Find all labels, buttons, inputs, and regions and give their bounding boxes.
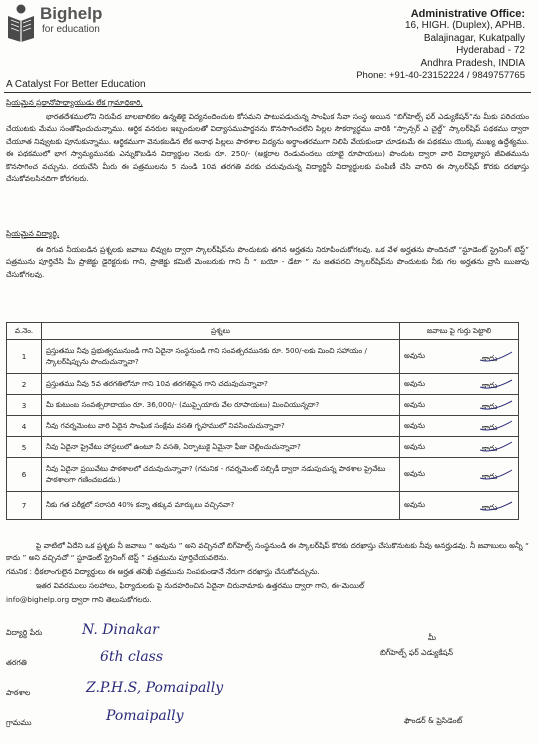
answer-no: కాదు xyxy=(482,402,498,411)
no-checkmark-icon[interactable] xyxy=(478,398,514,412)
bighelp-logo-icon xyxy=(6,4,36,42)
table-header-row xyxy=(7,323,519,340)
question-text: నీవు ఏదైనా ప్రైవేటు హాస్టలులో ఉంటూ నీ వసతి, ఏర్పాటుకై ఏమైనా ఫీజు చెల్లించుచున్నావా? xyxy=(42,437,400,458)
question-text: నీవు గవర్నమెంటు వారి ఏదైన సాంఘిక సంక్షేమ వసతి గృహములో నివసించుచున్నావా? xyxy=(42,416,400,437)
school-field-label: పాఠశాల xyxy=(6,688,31,697)
answer-yes[interactable]: అవును xyxy=(404,441,426,451)
village-field-value[interactable]: Pomaipally xyxy=(106,708,184,724)
answer-yes[interactable]: అవును xyxy=(404,399,426,409)
table-row xyxy=(7,374,519,395)
eligibility-table xyxy=(6,322,519,520)
brand-subtitle: for education xyxy=(42,24,100,35)
office-line: Hyderabad - 72 xyxy=(456,45,525,57)
class-field-label: తరగతి xyxy=(6,658,27,667)
disabled-note: గమనిక : ధీకలాంగులైన విద్యార్థులు ఈ అర్హత తనిఖీ పత్రమును నింపకుండానే నేరుగా దరఖాస్తు చేసుకోవచ్చును. xyxy=(6,567,320,576)
column-header-no: వ.నెం. xyxy=(7,323,42,340)
row-number: 7 xyxy=(7,492,42,520)
eligibility-note-paragraph: పై వాటిలో ఏదేని ఒక ప్రశ్నకు నీ జవాబు “ అవును ” అని వచ్చినచో బిగ్‌హెల్ప్ సంస్థనుండి ఈ స్కాలర్‌షిప్ కొరకు దరఖాస్తు చేసుకొనుటకు నీవు అనర్హుడవు. నీ జవాబులు అన్నీ “ కాదు ” అని వచ్చినచో “ స్టూడెంట్ స్ట్రెనింగ్ టెస్ట్ ” పత్రమును పూర్తిచేయవలెను. xyxy=(6,541,529,563)
table-row xyxy=(7,458,519,492)
signature-organization: బిగ్‌హెల్ప్ ఫర్ ఎడ్యుకేషన్ xyxy=(380,648,453,657)
answer-no: కాదు xyxy=(482,381,498,390)
row-number: 4 xyxy=(7,416,42,437)
village-field-label: గ్రామము xyxy=(6,718,32,727)
no-checkmark-icon[interactable] xyxy=(478,440,514,454)
no-checkmark-icon[interactable] xyxy=(478,499,514,513)
office-line: Andhra Pradesh, INDIA xyxy=(420,57,525,69)
brand-name: Bighelp xyxy=(40,4,103,23)
office-line: 16, HIGH. (Duplex), APHB. xyxy=(404,20,525,32)
office-address xyxy=(356,8,525,82)
answer-yes[interactable]: అవును xyxy=(404,420,426,430)
question-text: మీ కుటుంబ సంవత్సరాదాయం రూ. 36,000/- (ముప్పైయారు వేల రూపాయలు) మించియున్నదా? xyxy=(42,395,400,416)
question-text: నీవు ఏదైనా ప్రయివేటు పాఠశాలలో చదువుచున్నావా? (గమనిక - గవర్నమెంట్ సబ్సిడీ ద్వారా నడుపుచున్న పాఠశాల ప్రైవేటు పాఠశాలగా గణించబడదు.) xyxy=(42,458,400,492)
column-header-answer: జవాబు పై గుర్తు పెట్టాలి xyxy=(400,323,519,340)
answer-cell[interactable] xyxy=(400,395,519,416)
table-row xyxy=(7,492,519,520)
answer-cell[interactable] xyxy=(400,416,519,437)
no-checkmark-icon[interactable] xyxy=(478,377,514,391)
answer-yes[interactable]: అవును xyxy=(404,469,426,478)
answer-no: కాదు xyxy=(482,502,498,512)
school-field-value[interactable]: Z.P.H.S, Pomaipally xyxy=(86,680,224,696)
office-title: Administrative Office: xyxy=(410,8,525,20)
answer-cell[interactable] xyxy=(400,437,519,458)
student-salutation: ప్రియమైన విద్యార్థి, xyxy=(6,229,60,238)
name-field-value[interactable]: N. Dinakar xyxy=(82,622,159,638)
row-number: 2 xyxy=(7,374,42,395)
answer-cell[interactable] xyxy=(400,340,519,374)
answer-no: కాదు xyxy=(482,471,498,481)
answer-no: కాదు xyxy=(482,444,498,453)
question-text: నీకు గత పరీక్షలో సరాసరి 40% కన్నా తక్కువ మార్కులు వచ్చినవా? xyxy=(42,492,400,520)
office-line: Balajinagar, Kukatpally xyxy=(423,32,525,44)
answer-yes[interactable]: అవును xyxy=(404,378,426,388)
no-checkmark-icon[interactable] xyxy=(478,468,514,482)
table-row xyxy=(7,416,519,437)
contact-paragraph: ఇతర వివరములు సలహాలు, ఫిర్యాదులకు పై నుదహరించిన ఏదైనా చిరునామాకు ఉత్తరము ద్వారా గాని, ఈ-మెయిల్ xyxy=(36,581,365,590)
row-number: 6 xyxy=(7,458,42,492)
tagline: A Catalyst For Better Education xyxy=(6,79,146,90)
signature-title: ఫౌండర్ & ప్రెసిడెంట్ xyxy=(404,716,463,725)
table-row xyxy=(7,340,519,374)
answer-yes[interactable]: అవును xyxy=(404,351,426,360)
salutation: ప్రియమైన ప్రధానోపాధ్యాయుడు లేక గ్రామాధికారి, xyxy=(6,98,143,107)
office-phone: Phone: +91-40-23152224 / 9849757765 xyxy=(356,70,525,82)
table-row xyxy=(7,395,519,416)
email-line: info@bighelp.org ద్వారా గాని తెలుసుకోగలరు. xyxy=(6,595,152,604)
answer-cell[interactable] xyxy=(400,374,519,395)
answer-no: కాదు xyxy=(482,353,498,363)
class-field-value[interactable]: 6th class xyxy=(100,649,164,665)
column-header-question: ప్రశ్నలు xyxy=(42,323,400,340)
table-row xyxy=(7,437,519,458)
answer-cell[interactable] xyxy=(400,458,519,492)
header-divider xyxy=(4,92,531,93)
question-text: ప్రస్తుతము నీవు ప్రభుత్వమునుండి గాని ఏదైనా సంస్థనుండి గాని సంవత్సరమునకు రూ. 500/-లకు మించి సహాయం / స్కాలర్‌షిప్పును పొందుచున్నావా? xyxy=(42,340,400,374)
name-field-label: విద్యార్థి పేరు xyxy=(6,628,43,637)
row-number: 5 xyxy=(7,437,42,458)
answer-no: కాదు xyxy=(482,423,498,432)
answer-cell[interactable] xyxy=(400,492,519,520)
intro-paragraph: భారతదేశములోని నిరుపేద బాలబాలికల ఉన్నతికై విద్యనందించుట కోసమని పాటుపడుచున్న సాంఘిక సేవా సంస్థ అయిన “బిగ్‌హెల్ప్ ఫర్ ఎడ్యుకేషన్”ను మీకు పరిచయం చేయుటకు మేము సంతోషించుచున్నాము. ఆర్థిక వనరుల ఇబ్బందులతో విద్యాసముపార్జనను కొనసాగించలేని పిల్లల సౌకర్యార్థము వారికి “స్పాన్సర్ ఎ చైల్డ్” స్కాలర్‌షిప్ పథకము ద్వారా చేయూత నివ్వుటకు పూనుకున్నాము. ఆర్థికముగా వెనుకబడిన లేక అనాథ పిల్లలు పాఠశాల విద్యను అర్థాంతరముగా నిలిపి వేయకుండా చూడటమే ఈ పథకము యొక్క ముఖ్య ఉద్దేశ్యము. ఈ పథకములో భాగ స్వామ్యమునకు ఎన్నుకొబడిన విద్యార్థుల నెలకు రూ. 250/- (అక్షరాల రెండువందలు యాభై రూపాయలు) పొందుట ద్వారా వారి విద్యాభ్యాస జీవితమును కొనసాగించ వచ్చును. దయచేసి మీరు ఈ పత్రములను 5 నుండి 10వ తరగతి వరకు చదువుచున్న విద్యార్థినీ విద్యార్థులకు పంపిణీ చేసి వారిని ఈ స్కాలర్‌షిప్ కొరకు దరఖాస్తు చేసుకోవలసినదిగా కోరగలరు. xyxy=(6,112,529,184)
no-checkmark-icon[interactable] xyxy=(478,419,514,433)
signature-salutation: మీ xyxy=(428,633,437,642)
answer-yes[interactable]: అవును xyxy=(404,500,426,509)
row-number: 3 xyxy=(7,395,42,416)
instructions-paragraph: ఈ దిగువ నీయబడిన ప్రశ్నలకు జవాబు లివ్వుట ద్వారా స్కాలర్‌షిప్‌ను పొందుటకు తగిన అర్హతను నిరూపించుకోగలవు. ఒక వేళ అర్హతను పొందినచో “స్టూడెంట్ స్ట్రెనింగ్ టెస్ట్” పత్రమును పూర్తిచేసి మీ ప్రాజెక్టు డైరెక్టరుకు గాని, ప్రాజెక్టు కమిటీ మెంబరుకు గాని నీ “ బయో - డేటా ” ను జతపరచి స్కాలర్‌షిప్‌ను పొందుటకు నీకు గల అర్హతను వ్రాసి ఋజువు చేసుకోగలవు. xyxy=(6,245,529,279)
question-text: ప్రస్తుతము నీవు 5వ తరగతిలోనూ గాని 10వ తరగతిపైన గాని చదువుచున్నావా? xyxy=(42,374,400,395)
no-checkmark-icon[interactable] xyxy=(478,350,514,364)
row-number: 1 xyxy=(7,340,42,374)
